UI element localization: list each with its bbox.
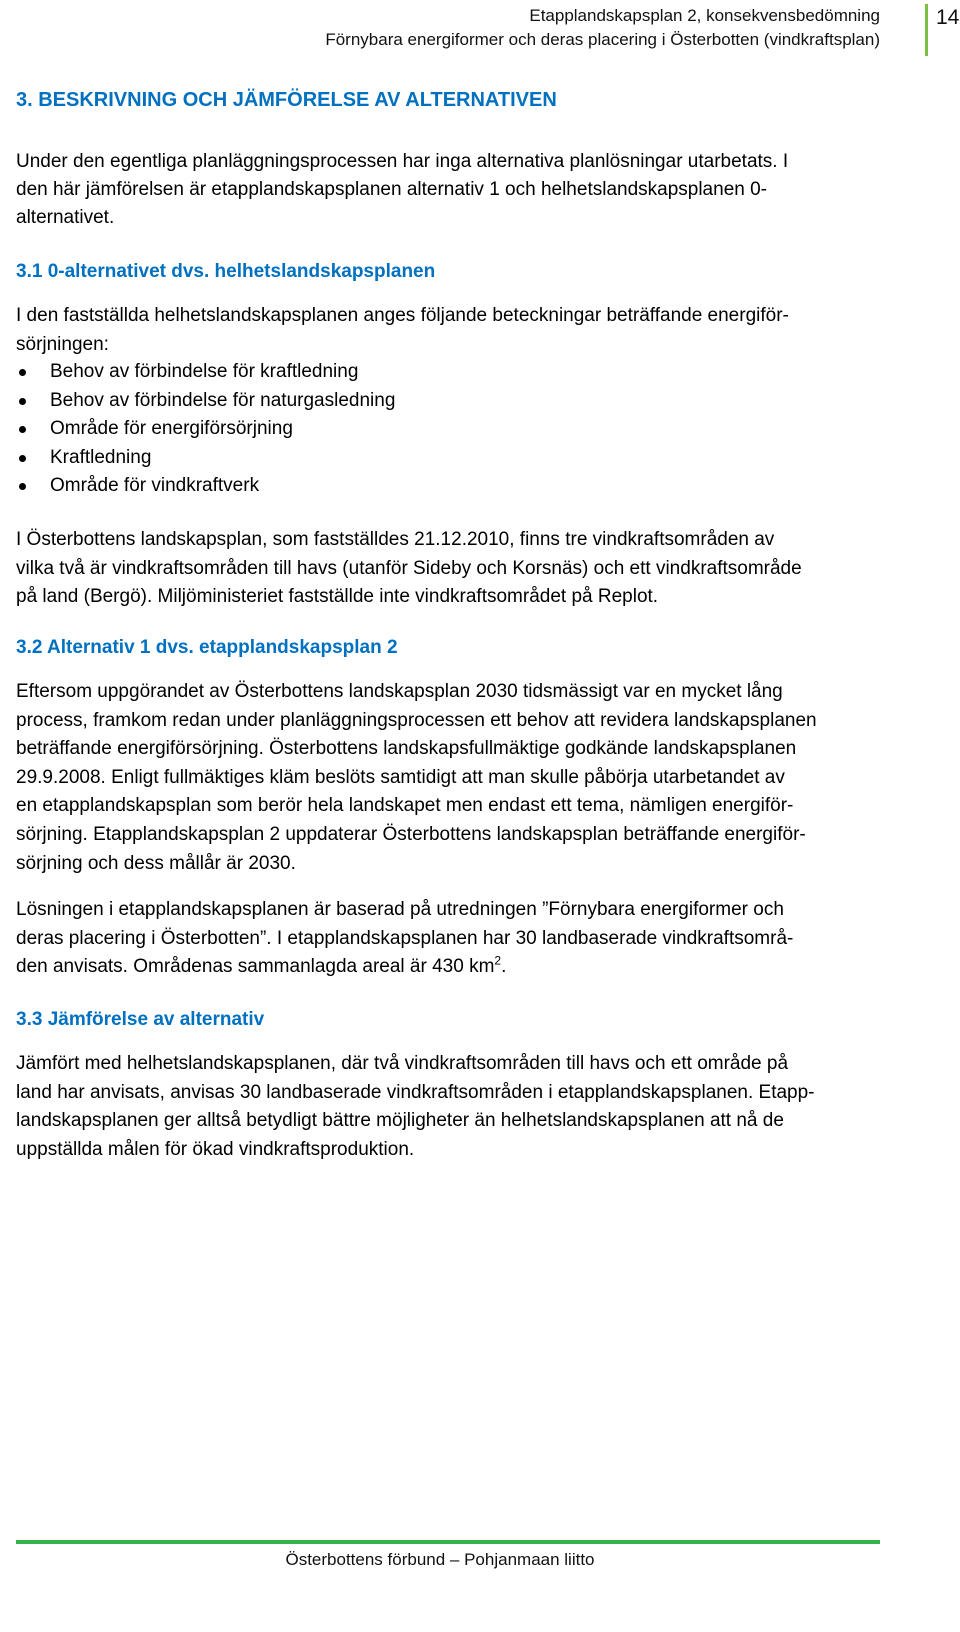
list-item: Behov av förbindelse för naturgasledning — [16, 387, 395, 416]
text-line: landskapsplanen ger alltså betydligt bättre möjligheter än helhetslandskapsplanen att nå de — [16, 1110, 784, 1132]
text-line: process, framkom redan under planläggningsprocessen ett behov att revidera landskapsplanen — [16, 709, 817, 731]
text-line: land har anvisats, anvisas 30 landbaserade vindkraftsområden i etapplandskapsplanen. Etapp- — [16, 1081, 815, 1103]
section-title: Alternativ 1 dvs. etapplandskapsplan 2 — [47, 637, 398, 658]
text-line: I Österbottens landskapsplan, som fastställdes 21.12.2010, finns tre vindkraftsområden av — [16, 529, 775, 550]
page-footer: Österbottens förbund – Pohjanmaan liitto — [285, 1550, 595, 1569]
text-line: Eftersom uppgörandet av Österbottens landskapsplan 2030 tidsmässigt var en mycket lång — [16, 681, 783, 702]
text-line: uppställda målen för ökad vindkraftsproduktion. — [16, 1138, 415, 1160]
text-line: Lösningen i etapplandskapsplanen är baserad på utredningen ”Förnybara energiformer och — [16, 899, 784, 920]
text-line: Jämfört med helhetslandskapsplanen, där två vindkraftsområden till havs och ett område på — [16, 1053, 789, 1074]
s32-paragraph-1 — [16, 678, 896, 878]
text-line: 29.9.2008. Enligt fullmäktiges kläm beslöts samtidigt att man skulle påbörja utarbetandet av — [16, 766, 785, 788]
text-line: vilka två är vindkraftsområden till havs (utanför Sideby och Korsnäs) och ett vindkraftsområde — [16, 557, 802, 579]
text-line: I den fastställda helhetslandskapsplanen anges följande beteckningar beträffande energiför- — [16, 305, 789, 326]
chapter-title: 3. BESKRIVNING OCH JÄMFÖRELSE AV ALTERNATIVEN — [16, 89, 557, 111]
section-number: 3.3 — [16, 1009, 43, 1030]
page-number: 14 — [925, 4, 960, 56]
footer-rule — [16, 1540, 880, 1544]
list-item: Område för energiförsörjning — [16, 415, 395, 444]
text-line: sörjningen: — [16, 333, 109, 355]
section-heading-3-3 — [16, 1006, 264, 1034]
energy-designations-list — [16, 358, 395, 501]
list-item: Område för vindkraftverk — [16, 472, 395, 501]
section-number: 3.2 — [16, 637, 43, 658]
s33-paragraph-1 — [16, 1050, 896, 1164]
section-title: Jämförelse av alternativ — [47, 1009, 265, 1030]
list-item: Kraftledning — [16, 444, 395, 473]
area-text: den anvisats. Områdenas sammanlagda areal är 430 km — [16, 956, 495, 978]
s32-paragraph-2 — [16, 896, 896, 982]
intro-line: Under den egentliga planläggningsprocessen har inga alternativa planlösningar utarbetats. I — [16, 151, 789, 172]
s31-paragraph-1 — [16, 302, 896, 359]
text-line: sörjning och dess mållår är 2030. — [16, 852, 296, 874]
list-item: Behov av förbindelse för kraftledning — [16, 358, 395, 387]
section-title: 0-alternativet dvs. helhetslandskapsplanen — [47, 261, 436, 282]
text-line — [16, 953, 896, 982]
intro-line: alternativet. — [16, 207, 115, 228]
intro-line: den här jämförelsen är etapplandskapsplanen alternativ 1 och helhetslandskapsplanen 0- — [16, 179, 768, 200]
section-heading-3-2 — [16, 634, 398, 662]
superscript: 2 — [494, 953, 502, 968]
period: . — [501, 956, 507, 978]
running-header — [80, 4, 880, 52]
text-line: en etapplandskapsplan som berör hela landskapet men endast ett tema, nämligen energiför- — [16, 795, 794, 817]
header-line-1: Etapplandskapsplan 2, konsekvensbedömning — [529, 6, 880, 25]
section-number: 3.1 — [16, 261, 43, 282]
text-line: deras placering i Österbotten”. I etapplandskapsplanen har 30 landbaserade vindkraftsområ- — [16, 927, 794, 949]
s31-paragraph-2 — [16, 526, 896, 612]
header-line-2: Förnybara energiformer och deras placering i Österbotten (vindkraftsplan) — [325, 30, 880, 49]
text-line: sörjning. Etapplandskapsplan 2 uppdaterar Österbottens landskapsplan beträffande energiför- — [16, 823, 806, 845]
text-line: på land (Bergö). Miljöministeriet fastställde inte vindkraftsområdet på Replot. — [16, 586, 659, 608]
section-heading-3-1 — [16, 258, 435, 286]
intro-paragraph — [16, 148, 896, 232]
text-line: beträffande energiförsörjning. Österbottens landskapsfullmäktige godkände landskapsplanen — [16, 738, 797, 760]
